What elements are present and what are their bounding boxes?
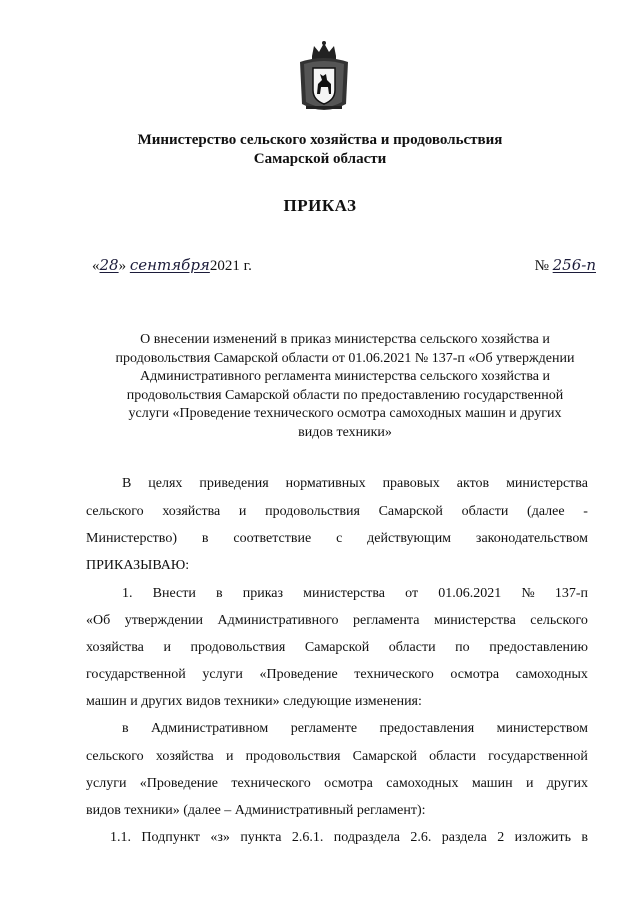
body-line (122, 474, 588, 494)
body-word: услуги (202, 667, 243, 682)
body-word: продовольствия (265, 504, 360, 519)
body-word: продовольствия (190, 640, 286, 655)
body-word: Внести (152, 586, 196, 601)
body-word: действующим (367, 531, 452, 546)
body-word: самоходных (386, 776, 459, 791)
body-word: 01.06.2021 (438, 586, 502, 601)
body-word: правовых (382, 476, 440, 491)
body-word: по (455, 640, 470, 655)
body-word: и (163, 640, 171, 655)
body-line (86, 502, 588, 522)
body-word: актов (456, 476, 490, 491)
body-word: «Об (86, 613, 111, 628)
subject-line: продовольствия Самарской области по предоставлению государственной (126, 387, 564, 403)
body-word: сельского (530, 613, 588, 628)
body-word: подраздела (333, 830, 400, 845)
ministry-name-line-2: Самарской области (253, 151, 387, 167)
body-word: раздела (441, 830, 487, 845)
body-word: пункта (240, 830, 282, 845)
ministry-name-line-1: Министерство сельского хозяйства и продовольствия (137, 132, 503, 148)
body-word: в (581, 830, 588, 845)
body-word: министерства (303, 586, 386, 601)
body-word: хозяйства (86, 640, 144, 655)
body-word: и (525, 776, 534, 791)
body-line (86, 665, 588, 685)
body-word: приказ (242, 586, 284, 601)
body-word: законодательством (475, 531, 588, 546)
body-line (86, 611, 588, 631)
body-word: Подпункт (141, 830, 200, 845)
body-word: утверждении (124, 613, 204, 628)
body-word: нормативных (285, 476, 366, 491)
body-word: регламенте (290, 721, 358, 736)
body-word: «Проведение (139, 776, 218, 791)
body-word: 137-п (554, 586, 588, 601)
body-word: Самарской (352, 749, 417, 764)
body-word: государственной (86, 667, 186, 682)
body-word: ПРИКАЗЫВАЮ: (86, 558, 190, 573)
body-word: 2.6. (410, 830, 432, 845)
body-line (86, 556, 588, 576)
body-line (86, 692, 588, 712)
body-line (86, 774, 588, 794)
body-line (86, 638, 588, 658)
body-word: видов техники» (далее – Административный регламент): (86, 803, 426, 818)
body-word: Самарской (378, 504, 443, 519)
body-word: регламента (352, 613, 420, 628)
body-word: осмотра (324, 776, 373, 791)
subject-line: видов техники» (298, 424, 392, 440)
body-word: области (429, 749, 476, 764)
body-word: области (461, 504, 509, 519)
body-word: № (521, 586, 535, 601)
body-word: продовольствия (245, 749, 341, 764)
body-word: хозяйства (155, 749, 214, 764)
body-line (110, 828, 588, 848)
body-word: Министерство) (86, 531, 177, 546)
body-word: с (336, 531, 343, 546)
body-word: Самарской (304, 640, 370, 655)
subject-line: услуги «Проведение технического осмотра самоходных машин и других (128, 406, 562, 422)
body-word: осмотра (450, 667, 500, 682)
body-line (122, 719, 588, 739)
body-word: министерством (496, 721, 588, 736)
body-word: в (122, 721, 129, 736)
body-word: и (225, 749, 234, 764)
body-word: самоходных (515, 667, 588, 682)
body-word: В (122, 476, 132, 491)
body-word: и (238, 504, 247, 519)
body-word: технического (354, 667, 434, 682)
body-word: «Проведение (259, 667, 338, 682)
body-word: в (201, 531, 209, 546)
subject-line: продовольствия Самарской области от 01.06.2021 № 137-п «Об утверждении (115, 350, 575, 366)
body-word: (далее (527, 504, 565, 519)
body-word: хозяйства (162, 504, 221, 519)
body-word: Административном (151, 721, 269, 736)
body-line (86, 529, 588, 549)
body-word: соответствие (233, 531, 312, 546)
date-year: 2021 г. (209, 258, 252, 274)
body-word: приведения (199, 476, 269, 491)
body-word: министерства (506, 476, 588, 491)
date-close-quote: » (118, 258, 127, 274)
body-word: сельского (86, 749, 144, 764)
body-word: машин и других видов техники» следующие изменения: (86, 694, 422, 709)
body-word: сельского (86, 504, 144, 519)
body-word: министерства (433, 613, 516, 628)
body-word: государственной (488, 749, 588, 764)
date-open-quote: « (92, 258, 100, 274)
body-word: 1.1. (110, 830, 131, 845)
body-word: Административного (217, 613, 339, 628)
body-word: машин (471, 776, 513, 791)
body-word: других (546, 776, 588, 791)
subject-line: Административного регламента министерства сельского хозяйства и (140, 369, 550, 385)
body-word: услуги (86, 776, 127, 791)
body-word: изложить (514, 830, 571, 845)
date-month-handwritten: сентября (129, 256, 210, 274)
body-word: целях (148, 476, 183, 491)
body-word: в (215, 586, 223, 601)
body-word: 2.6.1. (291, 830, 324, 845)
body-word: 1. (122, 586, 133, 601)
body-word: «з» (210, 830, 230, 845)
body-word: области (388, 640, 436, 655)
date-day-handwritten: 28 (99, 256, 119, 274)
number-prefix: № (534, 258, 549, 274)
subject-line: О внесении изменений в приказ министерства сельского хозяйства и (140, 332, 550, 347)
body-line (86, 747, 588, 767)
body-line (122, 584, 588, 604)
number-handwritten: 256-п (552, 256, 596, 274)
body-word: от (405, 586, 419, 601)
body-word: - (583, 504, 588, 519)
document-type-title: ПРИКАЗ (283, 196, 357, 215)
body-word: предоставления (379, 721, 475, 736)
body-word: предоставлению (489, 640, 588, 655)
body-word: технического (231, 776, 311, 791)
body-word: 2 (497, 830, 505, 845)
body-line (86, 801, 588, 821)
